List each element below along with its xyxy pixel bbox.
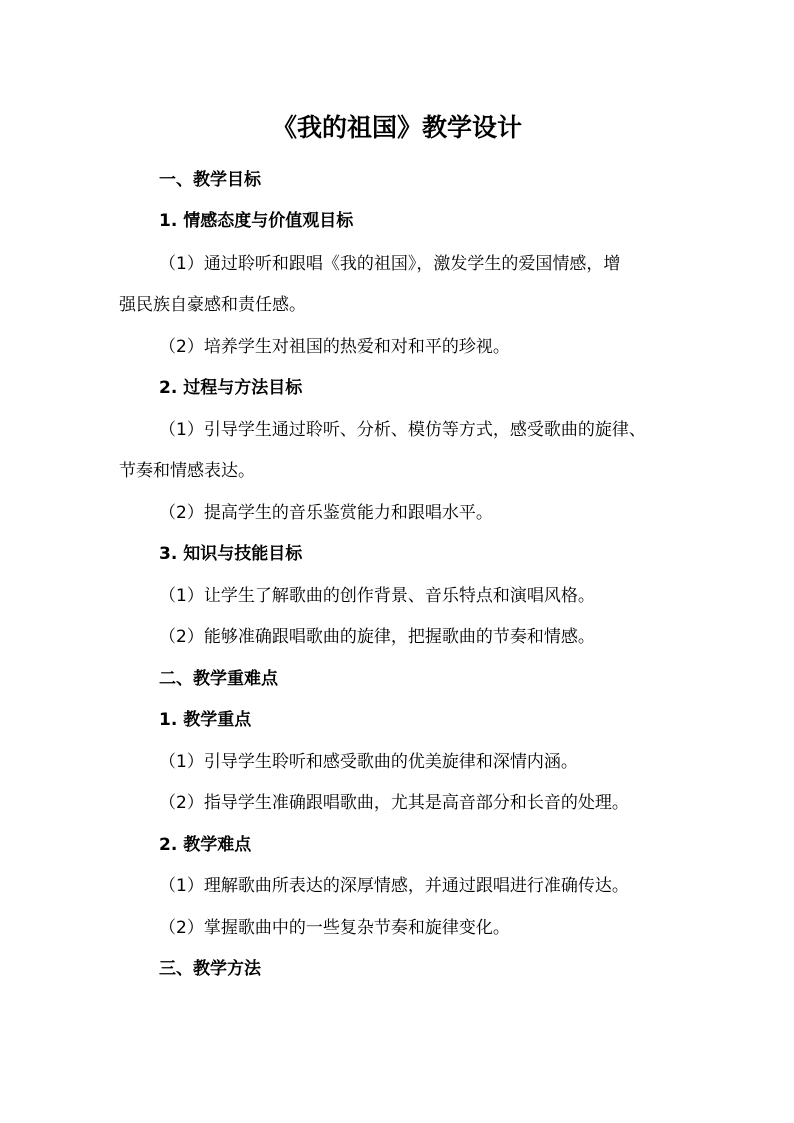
paragraph-process-goal-1-line1: （1）引导学生通过聆听、分析、模仿等方式，感受歌曲的旋律、 [159, 420, 646, 440]
paragraph-focus-2: （2）指导学生准确跟唱歌曲，尤其是高音部分和长音的处理。 [159, 793, 629, 813]
paragraph-difficulty-1: （1）理解歌曲所表达的深厚情感，并通过跟唱进行准确传达。 [159, 876, 629, 896]
paragraph-emotion-goal-2: （2）培养学生对祖国的热爱和对和平的珍视。 [159, 337, 510, 357]
section-heading-teaching-goals: 一、教学目标 [159, 170, 261, 190]
subheading-process-goals: 2. 过程与方法目标 [159, 378, 303, 398]
subheading-teaching-focus: 1. 教学重点 [159, 710, 252, 730]
document-title: 《我的祖国》教学设计 [271, 113, 522, 142]
paragraph-difficulty-2: （2）掌握歌曲中的一些复杂节奏和旋律变化。 [159, 918, 510, 938]
subheading-knowledge-goals: 3. 知识与技能目标 [159, 544, 303, 564]
paragraph-process-goal-1-line2: 节奏和情感表达。 [119, 461, 255, 481]
paragraph-knowledge-goal-1: （1）让学生了解歌曲的创作背景、音乐特点和演唱风格。 [159, 586, 595, 606]
subheading-teaching-difficulty: 2. 教学难点 [159, 835, 252, 855]
section-heading-teaching-methods: 三、教学方法 [159, 959, 261, 979]
paragraph-emotion-goal-1-line1: （1）通过聆听和跟唱《我的祖国》，激发学生的爱国情感，增 [159, 254, 621, 274]
paragraph-emotion-goal-1-line2: 强民族自豪感和责任感。 [119, 295, 306, 315]
paragraph-process-goal-2: （2）提高学生的音乐鉴赏能力和跟唱水平。 [159, 503, 493, 523]
paragraph-focus-1: （1）引导学生聆听和感受歌曲的优美旋律和深情内涵。 [159, 752, 578, 772]
paragraph-knowledge-goal-2: （2）能够准确跟唱歌曲的旋律，把握歌曲的节奏和情感。 [159, 627, 595, 647]
section-heading-key-points: 二、教学重难点 [159, 669, 278, 689]
subheading-emotion-goals: 1. 情感态度与价值观目标 [159, 211, 354, 231]
